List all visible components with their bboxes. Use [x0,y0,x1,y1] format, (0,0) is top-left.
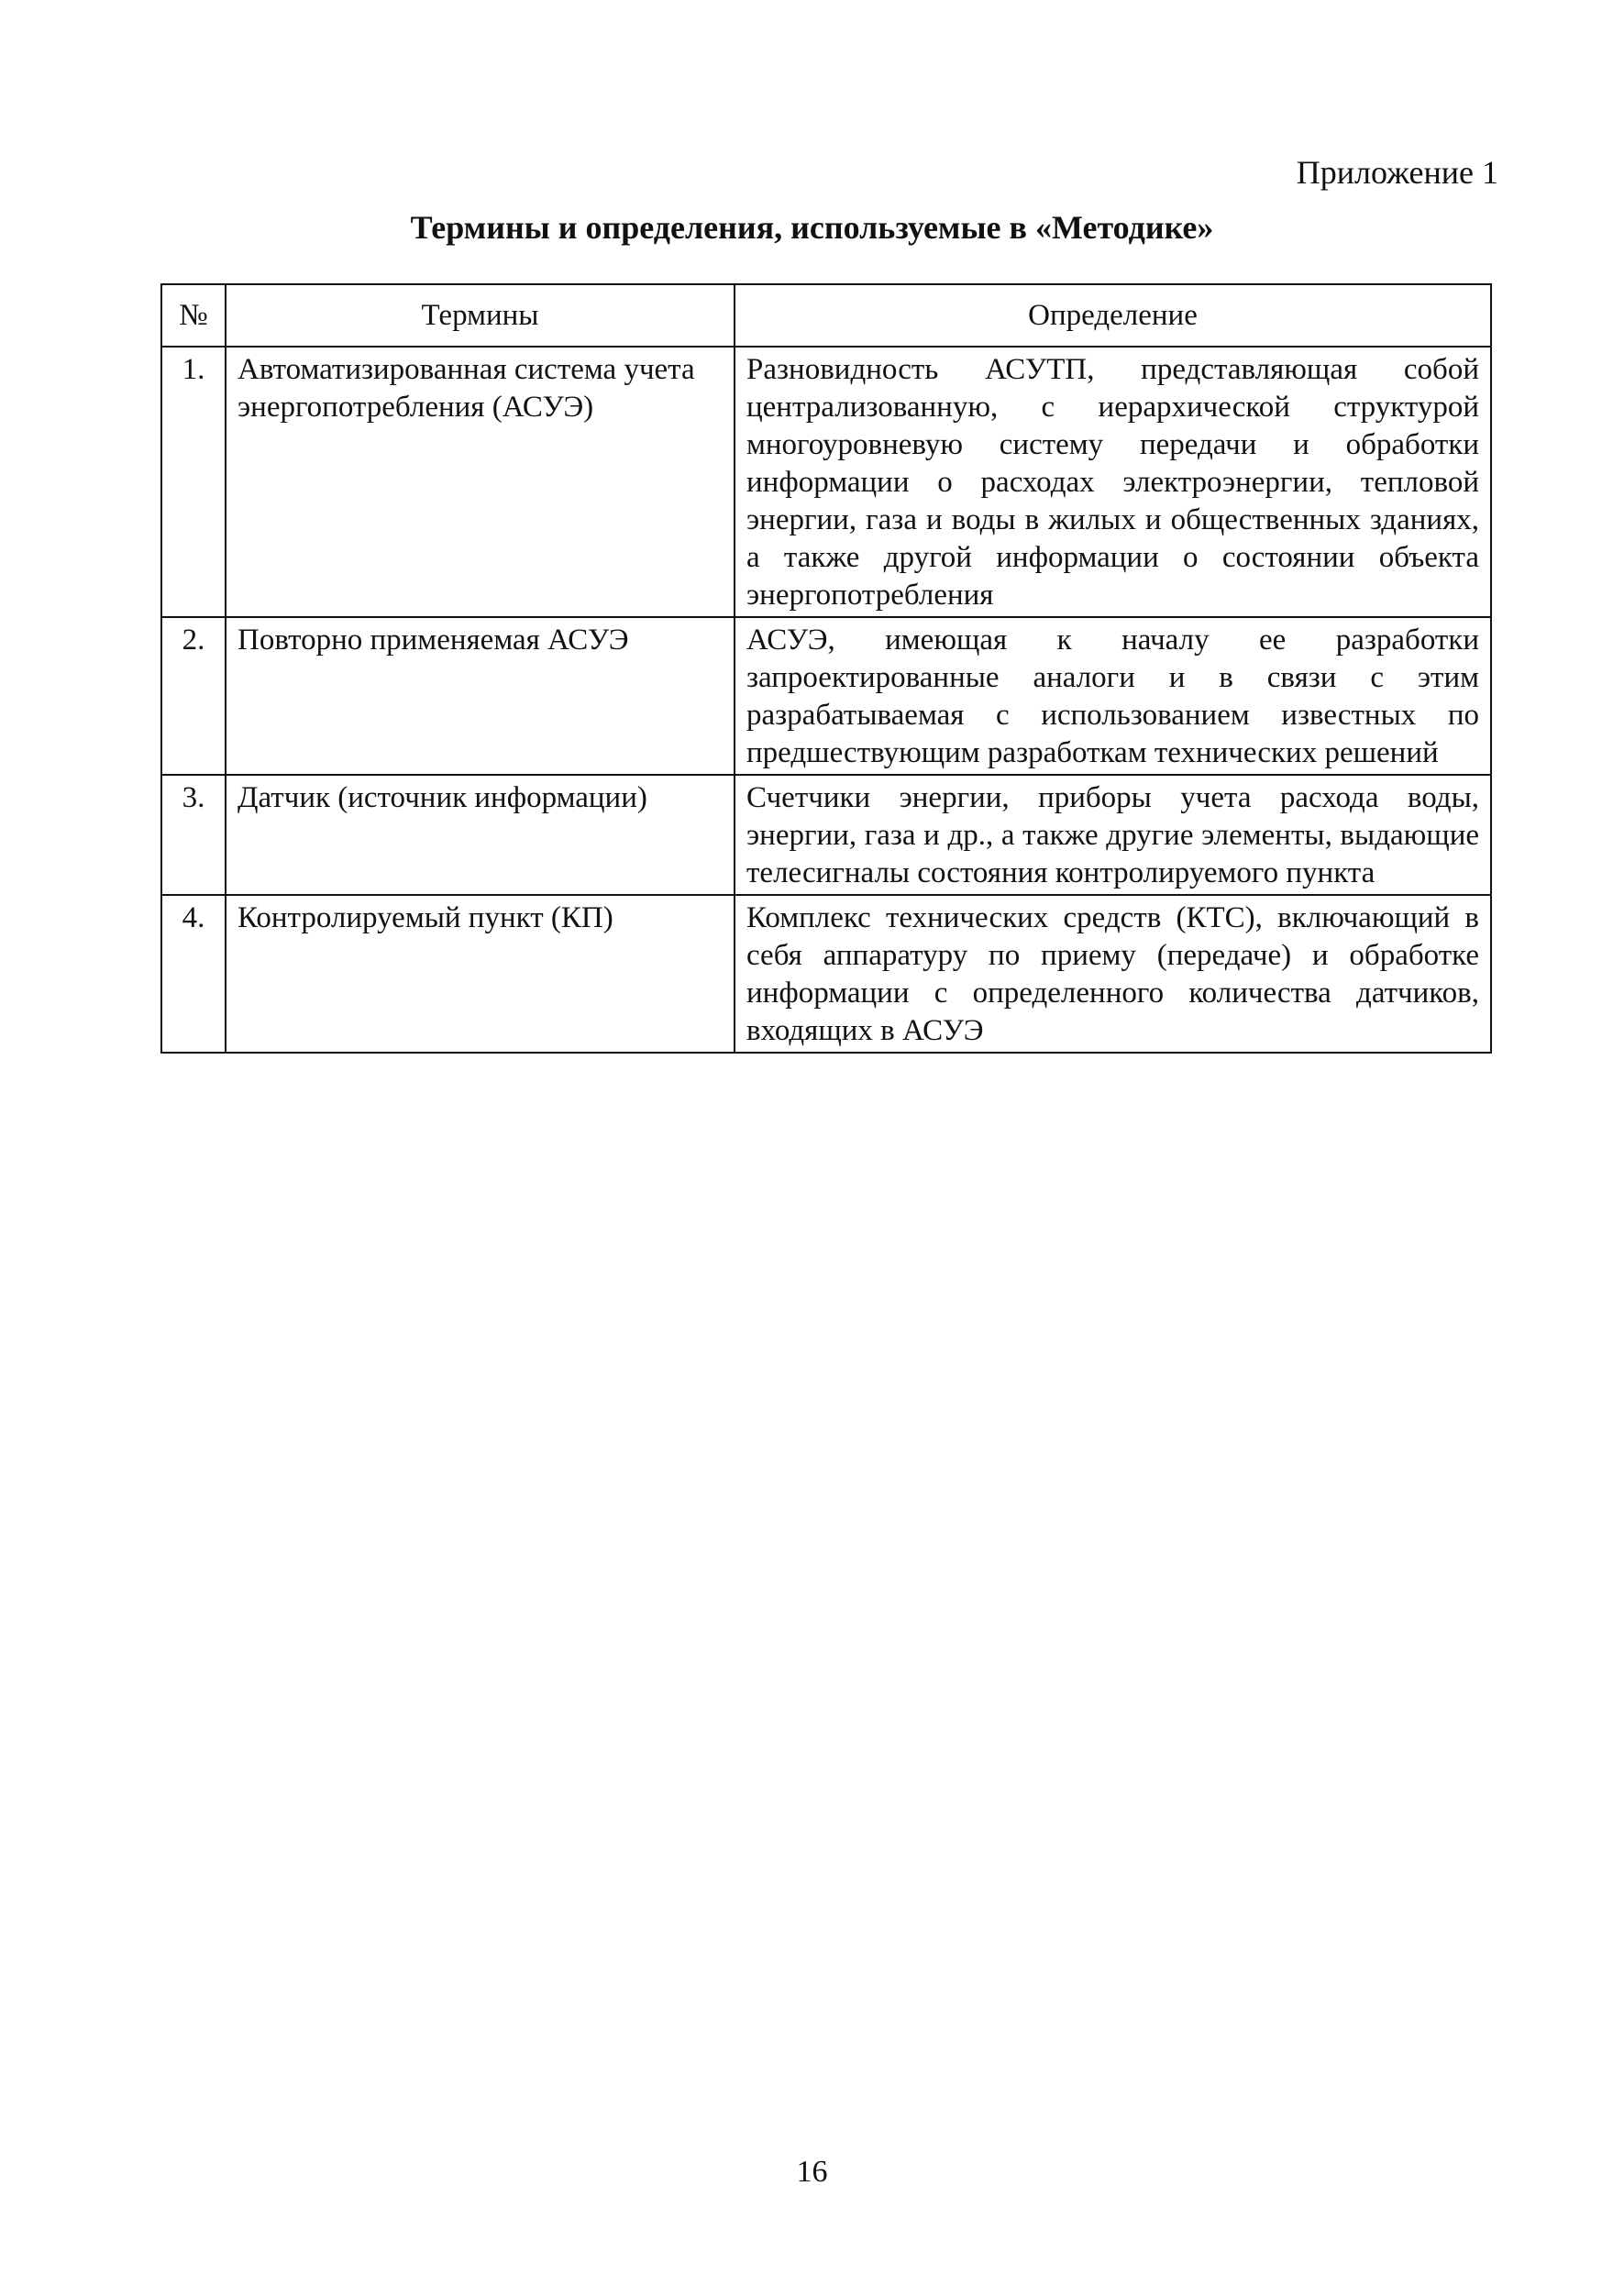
row-definition: Разновидность АСУТП, представляющая собой централизованную, с иерархической структурой многоуровневую систему передачи и обработки информации о расходах электроэнергии, тепловой энергии, газа и воды в жилых и общественных зданиях, а также другой информации о состоянии объекта энергопотребления [735,347,1491,617]
page-title: Термины и определения, используемые в «Методике» [410,209,1214,246]
row-term: Датчик (источник информации) [226,775,735,895]
header-definition: Определение [735,284,1491,347]
row-number: 4. [161,895,226,1053]
terms-table [160,283,1492,1054]
header-number: № [161,284,226,347]
row-term: Автоматизированная система учета энергопотребления (АСУЭ) [226,347,735,617]
row-number: 3. [161,775,226,895]
row-term: Повторно применяемая АСУЭ [226,617,735,775]
row-term: Контролируемый пункт (КП) [226,895,735,1053]
appendix-label: Приложение 1 [1296,154,1498,191]
table-header-row [161,284,1491,347]
table-row [161,895,1491,1053]
row-number: 1. [161,347,226,617]
table-row [161,617,1491,775]
row-definition: Комплекс технических средств (КТС), включающий в себя аппаратуру по приему (передаче) и обработке информации с определенного количества датчиков, входящих в АСУЭ [735,895,1491,1053]
table-row [161,347,1491,617]
row-definition: АСУЭ, имеющая к началу ее разработки запроектированные аналоги и в связи с этим разрабатываемая с использованием известных по предшествующим разработкам технических решений [735,617,1491,775]
table-row [161,775,1491,895]
row-number: 2. [161,617,226,775]
page-number: 16 [796,2155,828,2189]
row-definition: Счетчики энергии, приборы учета расхода воды, энергии, газа и др., а также другие элементы, выдающие телесигналы состояния контролируемого пункта [735,775,1491,895]
header-term: Термины [226,284,735,347]
